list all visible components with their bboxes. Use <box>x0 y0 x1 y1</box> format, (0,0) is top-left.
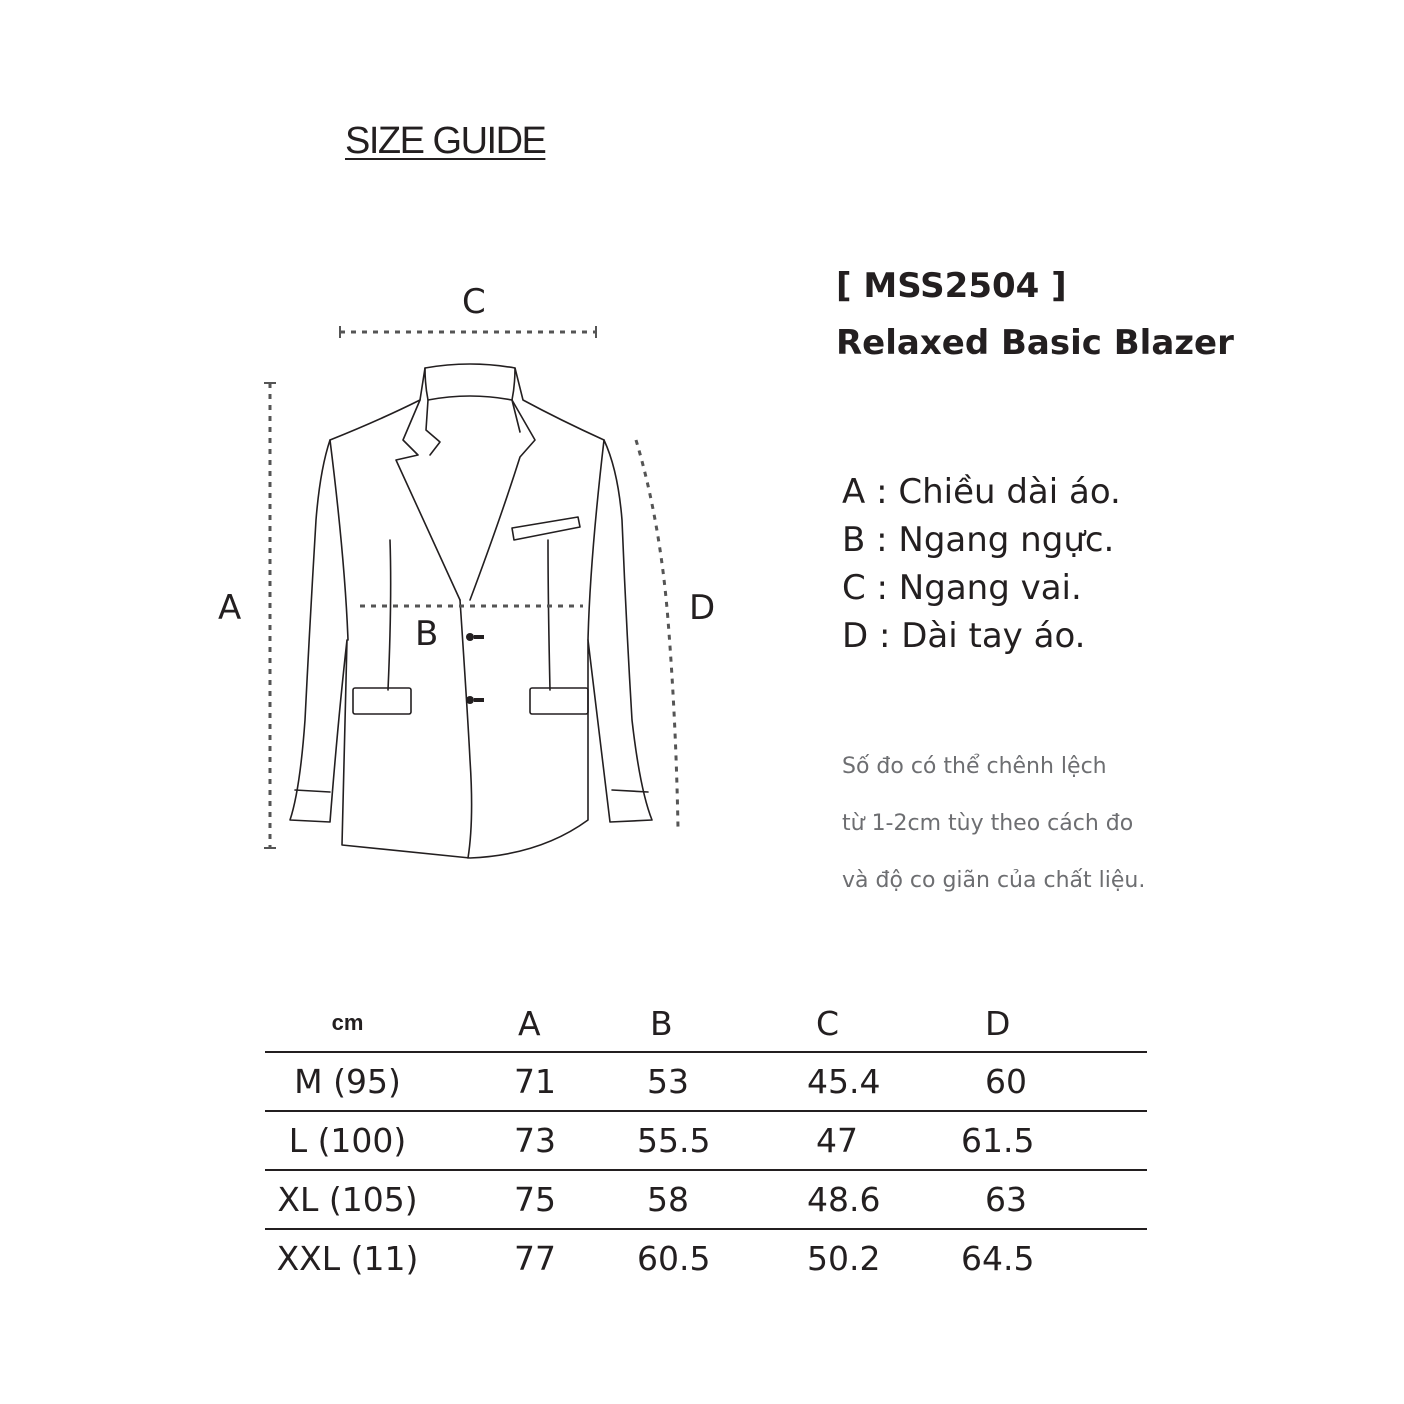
measure-label-b: B <box>415 614 439 654</box>
value-cell: 55.5 <box>637 1111 749 1170</box>
value-cell: 60 <box>961 1052 1056 1111</box>
measure-label-a: A <box>218 588 242 628</box>
button-icon <box>466 633 474 641</box>
note-line: Số đo có thể chênh lệch <box>842 754 1107 779</box>
value-cell: 60.5 <box>637 1229 749 1287</box>
measure-label-c: C <box>462 282 486 322</box>
column-header-d: D <box>985 1003 1011 1043</box>
value-cell: 48.6 <box>749 1170 961 1229</box>
value-cell: 53 <box>637 1052 749 1111</box>
measure-line-d <box>636 440 678 828</box>
size-cell: L (100) <box>265 1111 430 1170</box>
blazer-diagram <box>200 270 720 870</box>
measurement-legend <box>842 468 1121 660</box>
product-code: [ MSS2504 ] <box>836 266 1067 306</box>
value-cell: 63 <box>961 1170 1056 1229</box>
column-header-c: C <box>816 1003 840 1043</box>
value-cell: 73 <box>430 1111 637 1170</box>
product-name: Relaxed Basic Blazer <box>836 323 1234 363</box>
value-cell: 75 <box>430 1170 637 1229</box>
table-row <box>265 1170 1147 1229</box>
size-cell: M (95) <box>265 1052 430 1111</box>
note-line: từ 1-2cm tùy theo cách đo <box>842 811 1134 836</box>
value-cell: 61.5 <box>961 1111 1056 1170</box>
legend-item-d: D : Dài tay áo. <box>842 616 1086 656</box>
size-cell: XXL (11) <box>265 1229 430 1287</box>
table-header-row <box>265 995 1147 1052</box>
legend-item-b: B : Ngang ngực. <box>842 520 1115 560</box>
legend-item-a: A : Chiều dài áo. <box>842 472 1121 512</box>
unit-header: cm <box>331 1010 364 1035</box>
table-row <box>265 1111 1147 1170</box>
note-line: và độ co giãn của chất liệu. <box>842 868 1146 893</box>
value-cell: 50.2 <box>749 1229 961 1287</box>
value-cell: 71 <box>430 1052 637 1111</box>
table-row <box>265 1229 1147 1287</box>
value-cell: 47 <box>749 1111 961 1170</box>
measurement-note <box>842 738 1145 909</box>
size-table <box>265 995 1147 1287</box>
value-cell: 64.5 <box>961 1229 1056 1287</box>
button-icon <box>466 696 474 704</box>
column-header-b: B <box>650 1003 673 1043</box>
value-cell: 45.4 <box>749 1052 961 1111</box>
table-row <box>265 1052 1147 1111</box>
page-title: SIZE GUIDE <box>345 120 546 162</box>
measure-label-d: D <box>689 588 716 628</box>
value-cell: 77 <box>430 1229 637 1287</box>
value-cell: 58 <box>637 1170 749 1229</box>
column-header-a: A <box>518 1003 541 1043</box>
legend-item-c: C : Ngang vai. <box>842 568 1082 608</box>
size-cell: XL (105) <box>265 1170 430 1229</box>
